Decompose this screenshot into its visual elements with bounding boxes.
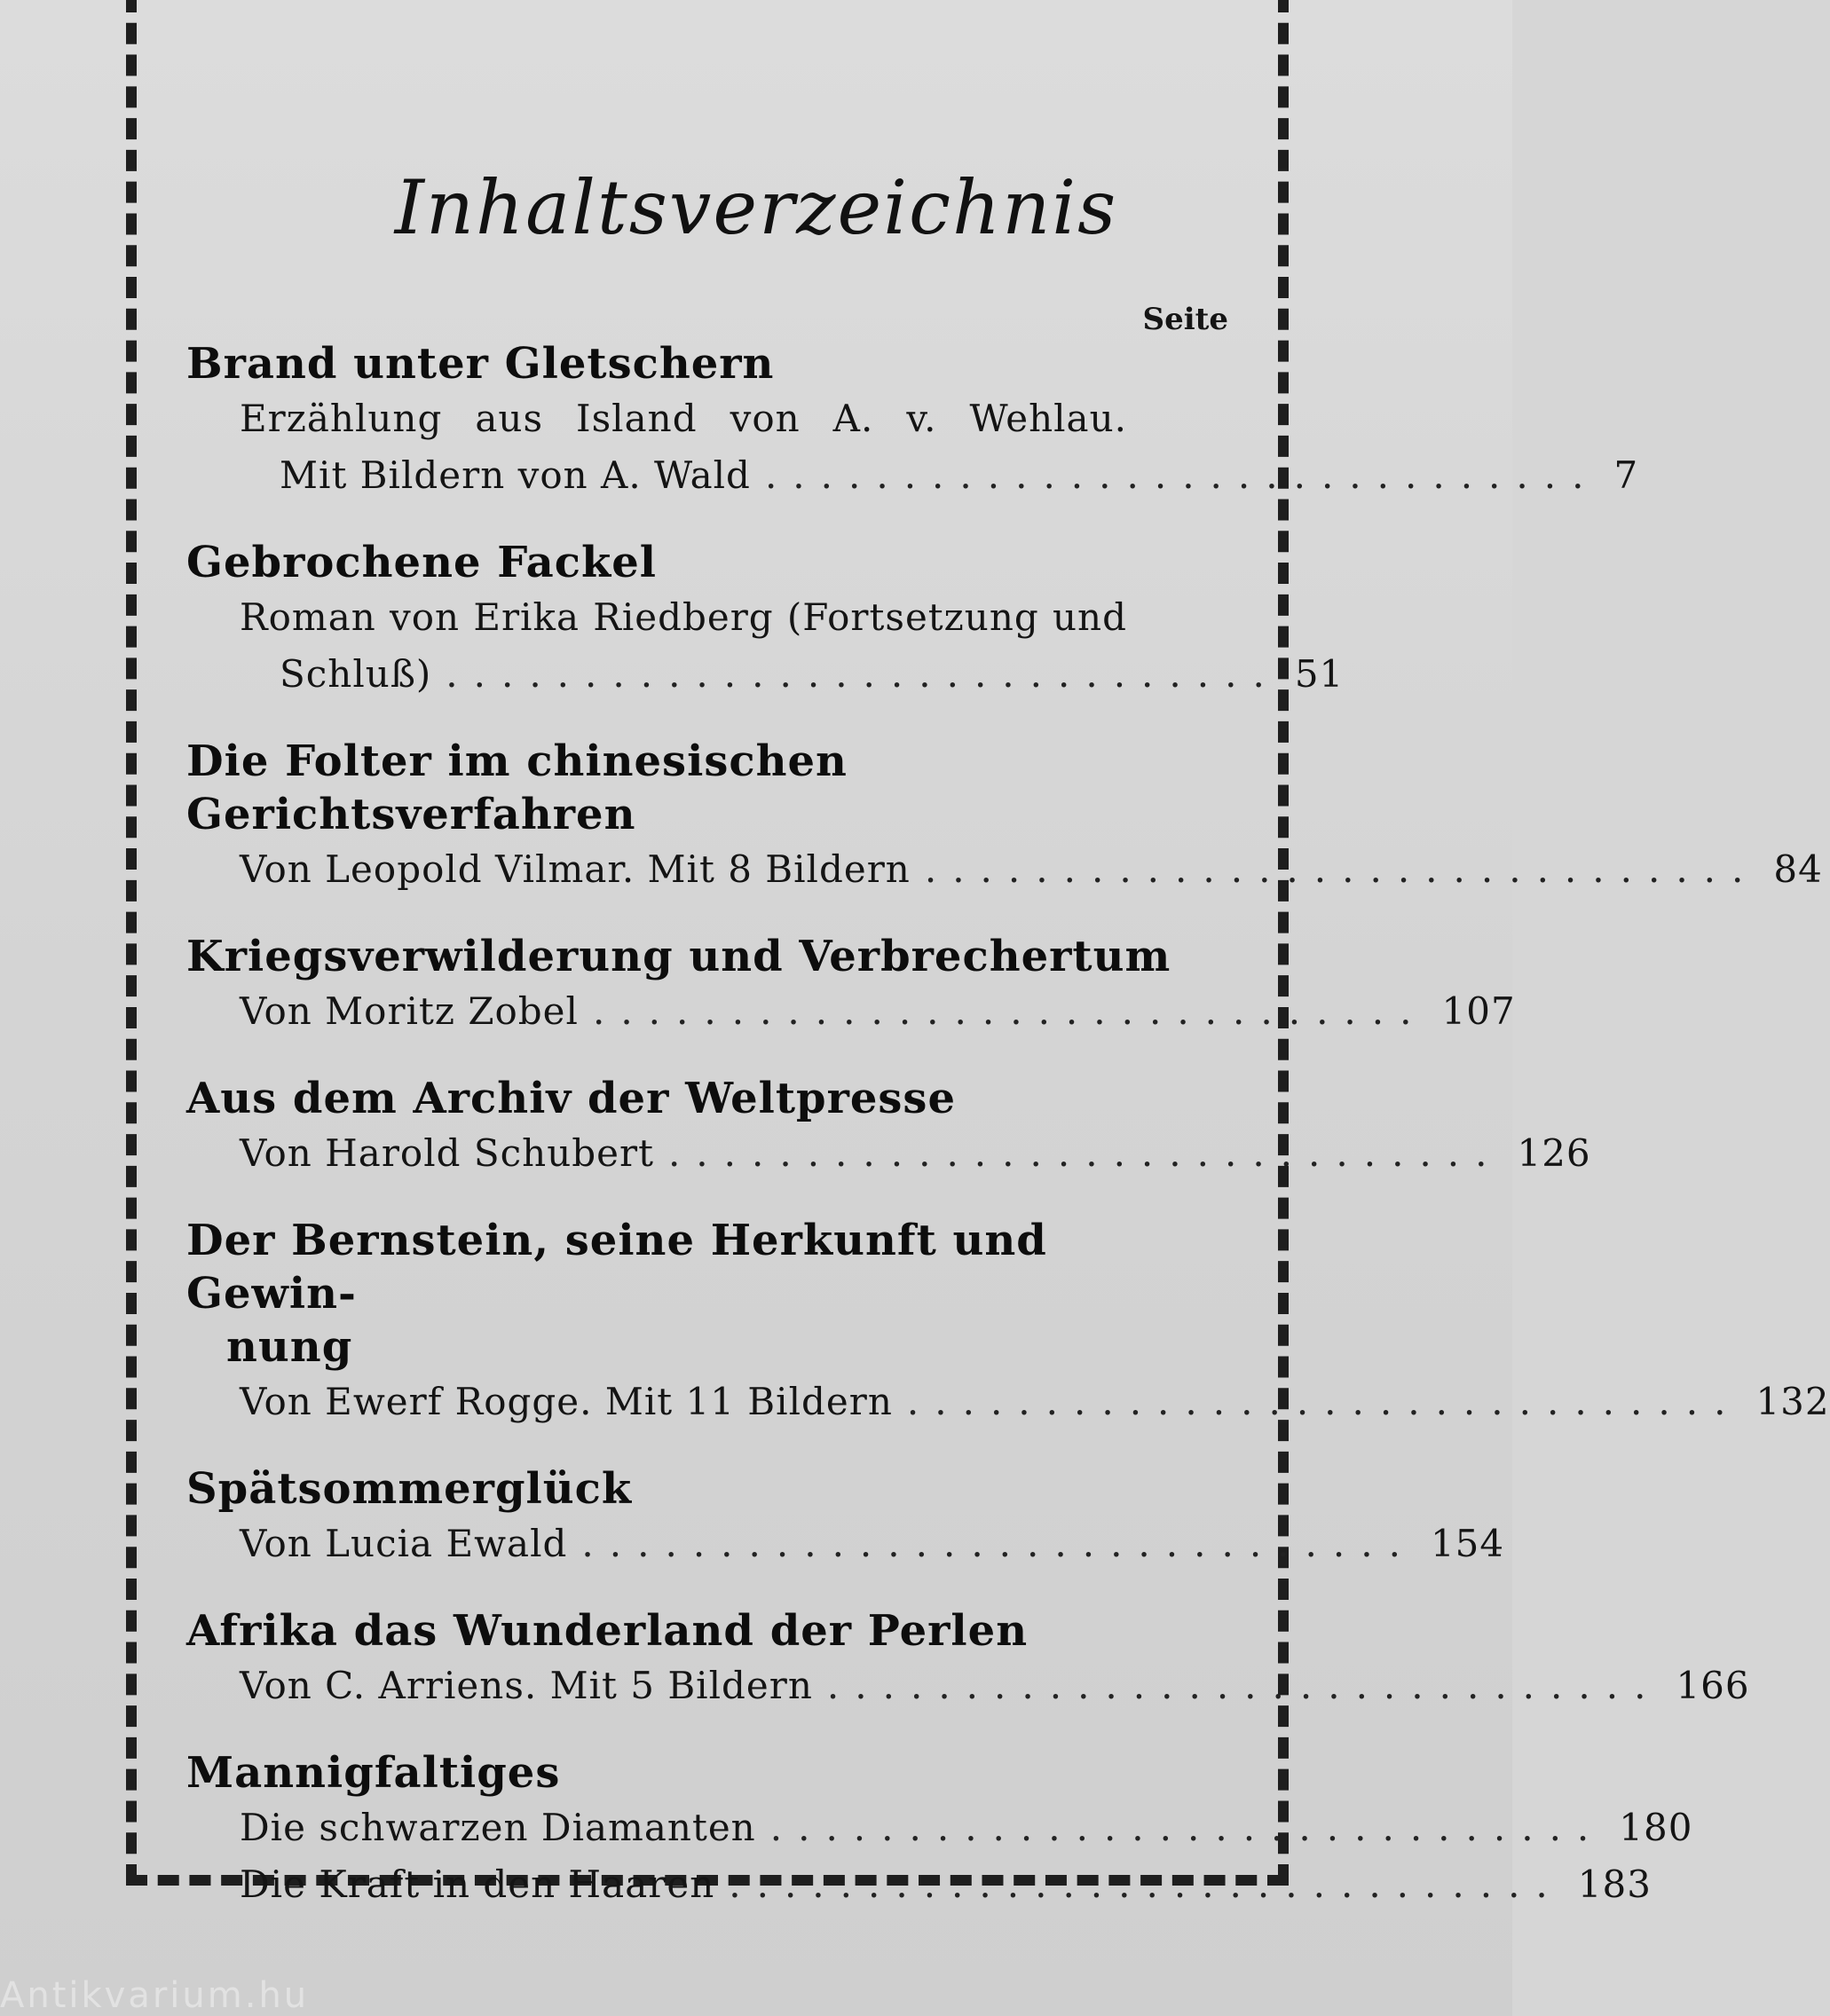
page-number: 166 [1676,1664,1750,1707]
entry-line-text: Von C. Arriens. Mit 5 Bildern [240,1664,813,1707]
entry-line [186,390,1225,447]
entry-line [186,841,1823,898]
page-number: 107 [1441,989,1516,1033]
toc-entry [186,1462,1505,1572]
page-number: 154 [1430,1522,1505,1565]
toc-entry [186,1072,1591,1182]
page-number: 126 [1517,1131,1591,1175]
dot-leader: .............................. [667,1131,1503,1175]
entry-title: Mannigfaltiges [186,1748,561,1798]
entry-line [186,1125,1591,1182]
entry-title: Gebrochene Fackel [186,538,658,587]
toc-entry [186,930,1516,1040]
toc-entry [186,1746,1693,1913]
toc-entry [186,1604,1750,1714]
table-of-contents [186,337,1830,1945]
entry-line [186,1799,1693,1856]
page-number: 84 [1773,847,1823,891]
dot-leader: .............................. [764,453,1600,497]
entry-line [186,646,1345,703]
page-column-header: Seite [1142,302,1228,337]
watermark: Antikvarium.hu [0,1975,310,2016]
entry-line-text: Die Kraft in den Haaren [240,1862,715,1906]
entry-line-text: Von Moritz Zobel [240,989,579,1033]
dot-leader: .............................. [826,1664,1662,1707]
entry-title-line: Der Bernstein, seine Herkunft und Gewin- [186,1216,1047,1319]
entry-line-text: Von Leopold Vilmar. Mit 8 Bildern [240,847,911,891]
dot-leader: .............................. [924,847,1760,891]
page-title: Inhaltsverzeichnis [394,164,1118,251]
entry-title: Brand unter Gletschern [186,339,775,389]
entry-title: Afrika das Wunderland der Perlen [186,1606,1029,1656]
entry-title-continuation: nung [226,1322,353,1372]
dot-leader: .............................. [581,1522,1416,1565]
toc-entry [186,735,1823,898]
dot-leader: .............................. [906,1380,1742,1423]
entry-line [186,589,1225,646]
entry-line [186,983,1516,1040]
page-number: 51 [1294,652,1345,696]
entry-line-text: Von Ewerf Rogge. Mit 11 Bildern [240,1380,893,1423]
page-number: 7 [1613,453,1639,497]
entry-line [186,447,1639,504]
entry-line-text: Die schwarzen Diamanten [240,1806,756,1849]
entry-title: Kriegsverwilderung und Verbrechertum [186,932,1171,981]
entry-line-text: Erzählung aus Island von A. v. Wehlau. [240,397,1127,440]
page-number: 180 [1619,1806,1693,1849]
entry-line-text: Schluß) [280,652,432,696]
toc-entry [186,536,1345,703]
page-number: 132 [1755,1380,1830,1423]
dot-leader: .............................. [446,652,1281,696]
entry-title: Aus dem Archiv der Weltpresse [186,1074,956,1123]
dot-leader: .............................. [729,1862,1564,1906]
toc-entry [186,1214,1830,1430]
entry-line-text: Von Lucia Ewald [240,1522,568,1565]
entry-line-text: Von Harold Schubert [240,1131,654,1175]
entry-title [186,1214,1225,1374]
toc-entry [186,337,1639,504]
page-number: 183 [1577,1862,1652,1906]
entry-line [186,1856,1652,1913]
entry-title: Die Folter im chinesischen Gerichtsverfahren [186,736,848,839]
entry-title: Spätsommerglück [186,1464,633,1514]
dot-leader: .............................. [592,989,1428,1033]
entry-line-text: Mit Bildern von A. Wald [280,453,751,497]
entry-line-text: Roman von Erika Riedberg (Fortsetzung und [240,595,1127,639]
entry-line [186,1374,1830,1430]
entry-line [186,1658,1750,1714]
dot-leader: .............................. [769,1806,1605,1849]
entry-line [186,1516,1505,1572]
